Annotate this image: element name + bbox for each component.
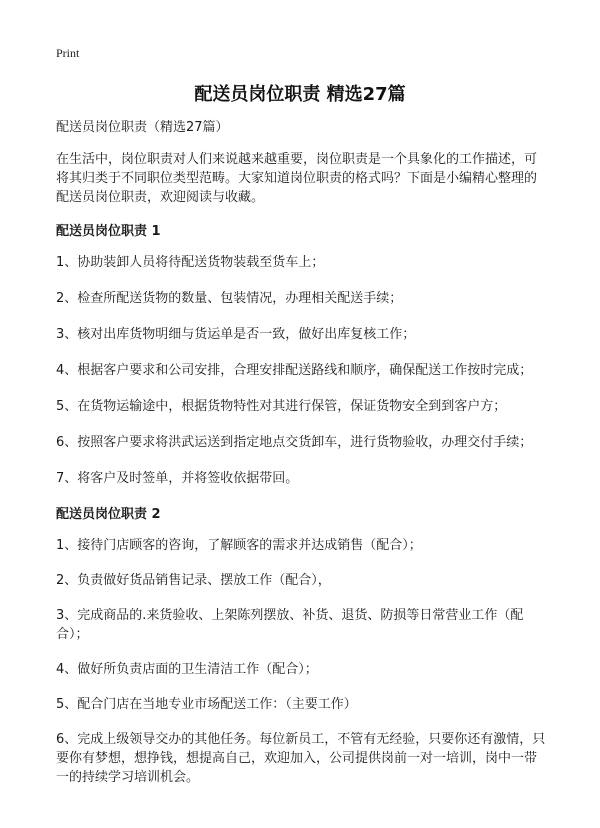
article-body (56, 118, 546, 803)
intro-paragraph: 在生活中，岗位职责对人们来说越来越重要，岗位职责是一个具象化的工作描述，可将其归类于不同职位类型范畴。大家知道岗位职责的格式吗？下面是小编精心整理的配送员岗位职责，欢迎阅读与收藏。 (56, 152, 538, 205)
list-item: 6、完成上级领导交办的其他任务。每位新员工，不管有无经验，只要你还有激情，只要你有梦想，想挣钱，想提高自己，欢迎加入，公司提供岗前一对一培训，岗中一带一的持续学习培训机会。 (56, 732, 546, 785)
list-item: 2、检查所配送货物的数量、包装情况，办理相关配送手续； (56, 291, 403, 306)
section-1 (56, 222, 546, 488)
list-item: 1、接待门店顾客的咨询，了解顾客的需求并达成销售（配合）； (56, 538, 422, 553)
list-item: 3、核对出库货物明细与货运单是否一致，做好出库复核工作； (56, 327, 416, 342)
section-heading: 配送员岗位职责 1 (56, 224, 161, 239)
list-item: 2、负责做好货品销售记录、摆放工作（配合）， (56, 573, 331, 588)
section-2 (56, 505, 546, 787)
print-link[interactable]: Print (56, 46, 80, 60)
list-item: 6、按照客户要求将洪武运送到指定地点交货卸车，进行货物验收，办理交付手续； (56, 435, 533, 450)
list-item: 1、协助装卸人员将待配送货物装载至货车上； (56, 255, 325, 270)
list-item: 4、做好所负责店面的卫生清洁工作（配合）； (56, 662, 318, 677)
list-item: 4、根据客户要求和公司安排，合理安排配送路线和顺序，确保配送工作按时完成； (56, 363, 533, 378)
article-subtitle: 配送员岗位职责（精选27篇） (56, 120, 229, 135)
list-item: 3、完成商品的.来货验收、上架陈列摆放、补货、退货、防损等日常营业工作（配合）； (56, 608, 524, 642)
list-item: 5、配合门店在当地专业市场配送工作：（主要工作） (56, 697, 357, 712)
section-heading: 配送员岗位职责 2 (56, 507, 161, 522)
list-item: 7、将客户及时签单，并将签收依据带回。 (56, 471, 299, 486)
page-title: 配送员岗位职责 精选27篇 (194, 84, 406, 105)
list-item: 5、在货物运输途中，根据货物特性对其进行保管，保证货物安全到到客户方； (56, 399, 507, 414)
